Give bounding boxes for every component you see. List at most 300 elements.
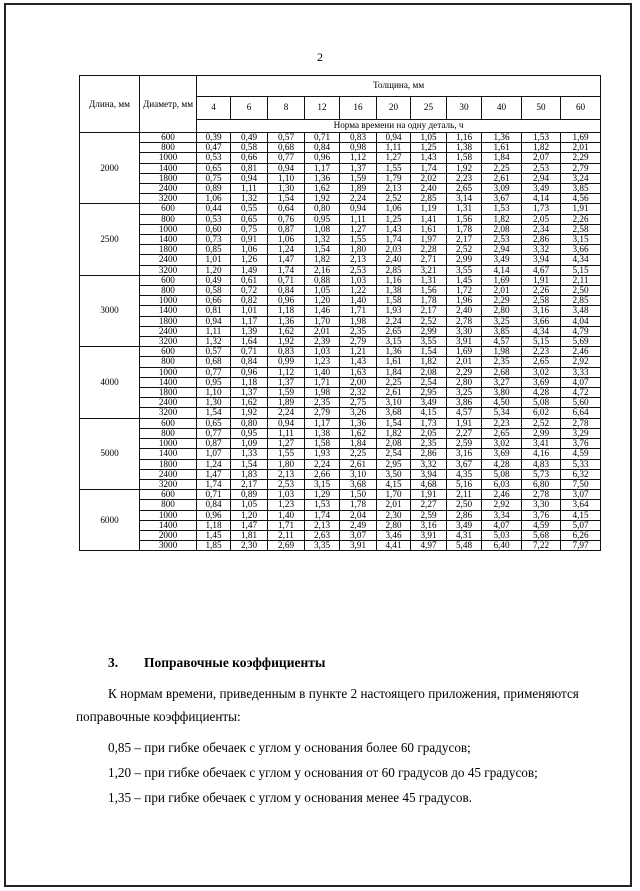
value-cell: 2,99 bbox=[447, 255, 482, 265]
value-cell: 0,77 bbox=[268, 153, 305, 163]
value-cell: 2,35 bbox=[482, 357, 522, 367]
diameter-cell: 600 bbox=[140, 490, 197, 500]
value-cell: 2,23 bbox=[522, 347, 561, 357]
value-cell: 0,65 bbox=[197, 163, 231, 173]
value-cell: 0,77 bbox=[197, 367, 231, 377]
value-cell: 0,39 bbox=[197, 133, 231, 143]
table-row bbox=[80, 306, 601, 316]
value-cell: 1,36 bbox=[268, 316, 305, 326]
value-cell: 1,74 bbox=[305, 510, 340, 520]
diameter-cell: 1800 bbox=[140, 388, 197, 398]
value-cell: 0,88 bbox=[305, 275, 340, 285]
thickness-header-cell: 60 bbox=[561, 97, 601, 120]
diameter-cell: 1400 bbox=[140, 163, 197, 173]
value-cell: 1,37 bbox=[268, 377, 305, 387]
value-cell: 2,16 bbox=[305, 265, 340, 275]
value-cell: 0,71 bbox=[197, 490, 231, 500]
value-cell: 1,32 bbox=[231, 194, 268, 204]
value-cell: 3,85 bbox=[561, 184, 601, 194]
value-cell: 1,79 bbox=[377, 173, 411, 183]
table-row bbox=[80, 153, 601, 163]
value-cell: 3,14 bbox=[447, 194, 482, 204]
table-body bbox=[80, 133, 601, 551]
diameter-cell: 2400 bbox=[140, 398, 197, 408]
value-cell: 1,38 bbox=[305, 428, 340, 438]
value-cell: 2,71 bbox=[411, 255, 447, 265]
value-cell: 2,52 bbox=[377, 194, 411, 204]
value-cell: 6,80 bbox=[522, 479, 561, 489]
thickness-header-cell: 12 bbox=[305, 97, 340, 120]
value-cell: 1,56 bbox=[411, 286, 447, 296]
value-cell: 1,82 bbox=[377, 428, 411, 438]
diameter-cell: 800 bbox=[140, 286, 197, 296]
value-cell: 2,79 bbox=[340, 337, 377, 347]
value-cell: 2,65 bbox=[447, 184, 482, 194]
value-cell: 5,73 bbox=[522, 469, 561, 479]
value-cell: 2,63 bbox=[305, 530, 340, 540]
value-cell: 2,79 bbox=[305, 408, 340, 418]
value-cell: 2,50 bbox=[447, 500, 482, 510]
value-cell: 2,85 bbox=[411, 194, 447, 204]
value-cell: 1,08 bbox=[305, 224, 340, 234]
value-cell: 5,15 bbox=[522, 337, 561, 347]
value-cell: 6,02 bbox=[522, 408, 561, 418]
value-cell: 1,31 bbox=[411, 275, 447, 285]
value-cell: 0,83 bbox=[340, 133, 377, 143]
value-cell: 1,73 bbox=[411, 418, 447, 428]
value-cell: 2,95 bbox=[377, 459, 411, 469]
value-cell: 1,05 bbox=[231, 500, 268, 510]
value-cell: 4,14 bbox=[482, 265, 522, 275]
value-cell: 2,35 bbox=[340, 326, 377, 336]
value-cell: 0,80 bbox=[305, 204, 340, 214]
table-row bbox=[80, 459, 601, 469]
table-row bbox=[80, 194, 601, 204]
value-cell: 4,83 bbox=[522, 459, 561, 469]
intro-paragraph-line2: поправочные коэффициенты: bbox=[76, 709, 241, 724]
value-cell: 0,96 bbox=[268, 296, 305, 306]
value-cell: 1,55 bbox=[377, 163, 411, 173]
diameter-cell: 1400 bbox=[140, 306, 197, 316]
value-cell: 2,17 bbox=[231, 479, 268, 489]
value-cell: 1,74 bbox=[377, 235, 411, 245]
value-cell: 1,82 bbox=[482, 214, 522, 224]
diameter-cell: 1400 bbox=[140, 520, 197, 530]
value-cell: 1,49 bbox=[231, 265, 268, 275]
value-cell: 1,03 bbox=[268, 490, 305, 500]
value-cell: 3,07 bbox=[561, 490, 601, 500]
coefficient-item: 1,35 – при гибке обечаек с углом у основания менее 45 градусов. bbox=[108, 790, 472, 805]
value-cell: 3,09 bbox=[482, 184, 522, 194]
diameter-cell: 1800 bbox=[140, 245, 197, 255]
value-cell: 0,84 bbox=[305, 143, 340, 153]
value-cell: 1,16 bbox=[377, 275, 411, 285]
value-cell: 2,54 bbox=[411, 377, 447, 387]
value-cell: 1,54 bbox=[377, 418, 411, 428]
value-cell: 3,76 bbox=[522, 510, 561, 520]
value-cell: 0,53 bbox=[197, 153, 231, 163]
value-cell: 1,53 bbox=[522, 133, 561, 143]
value-cell: 1,47 bbox=[268, 255, 305, 265]
value-cell: 0,71 bbox=[268, 275, 305, 285]
value-cell: 1,47 bbox=[231, 520, 268, 530]
value-cell: 1,82 bbox=[305, 255, 340, 265]
time-norms-table bbox=[79, 75, 601, 551]
thickness-header-cell: 6 bbox=[231, 97, 268, 120]
table-row bbox=[80, 286, 601, 296]
value-cell: 3,49 bbox=[482, 255, 522, 265]
value-cell: 1,12 bbox=[340, 153, 377, 163]
value-cell: 1,96 bbox=[447, 296, 482, 306]
header-thickness: Толщина, мм bbox=[197, 76, 601, 97]
value-cell: 2,40 bbox=[377, 255, 411, 265]
value-cell: 1,29 bbox=[305, 490, 340, 500]
value-cell: 2,05 bbox=[522, 214, 561, 224]
value-cell: 2,80 bbox=[377, 520, 411, 530]
table-row bbox=[80, 173, 601, 183]
value-cell: 5,03 bbox=[482, 530, 522, 540]
value-cell: 1,74 bbox=[268, 265, 305, 275]
value-cell: 1,85 bbox=[197, 541, 231, 551]
value-cell: 0,57 bbox=[268, 133, 305, 143]
value-cell: 0,96 bbox=[305, 153, 340, 163]
value-cell: 3,50 bbox=[377, 469, 411, 479]
value-cell: 2,94 bbox=[522, 173, 561, 183]
value-cell: 5,16 bbox=[447, 479, 482, 489]
value-cell: 2,29 bbox=[561, 153, 601, 163]
value-cell: 1,92 bbox=[231, 408, 268, 418]
value-cell: 2,27 bbox=[447, 428, 482, 438]
value-cell: 3,94 bbox=[522, 255, 561, 265]
value-cell: 2,99 bbox=[522, 428, 561, 438]
value-cell: 1,56 bbox=[447, 214, 482, 224]
diameter-cell: 600 bbox=[140, 275, 197, 285]
value-cell: 2,85 bbox=[561, 296, 601, 306]
value-cell: 2,13 bbox=[377, 184, 411, 194]
value-cell: 1,32 bbox=[197, 337, 231, 347]
value-cell: 1,97 bbox=[411, 235, 447, 245]
value-cell: 4,56 bbox=[561, 194, 601, 204]
table-row bbox=[80, 428, 601, 438]
value-cell: 2,86 bbox=[447, 510, 482, 520]
value-cell: 4,34 bbox=[522, 326, 561, 336]
length-cell: 3000 bbox=[80, 275, 140, 346]
diameter-cell: 2400 bbox=[140, 326, 197, 336]
value-cell: 2,53 bbox=[340, 265, 377, 275]
value-cell: 0,91 bbox=[231, 235, 268, 245]
value-cell: 1,32 bbox=[305, 235, 340, 245]
value-cell: 1,06 bbox=[231, 245, 268, 255]
length-cell: 2500 bbox=[80, 204, 140, 275]
value-cell: 0,73 bbox=[197, 235, 231, 245]
diameter-cell: 1800 bbox=[140, 316, 197, 326]
value-cell: 1,17 bbox=[305, 418, 340, 428]
value-cell: 1,61 bbox=[411, 224, 447, 234]
value-cell: 2,05 bbox=[411, 428, 447, 438]
value-cell: 2,59 bbox=[411, 510, 447, 520]
value-cell: 2,26 bbox=[561, 214, 601, 224]
value-cell: 1,33 bbox=[231, 449, 268, 459]
table-row bbox=[80, 469, 601, 479]
value-cell: 4,04 bbox=[561, 316, 601, 326]
value-cell: 2,01 bbox=[447, 357, 482, 367]
value-cell: 1,89 bbox=[268, 398, 305, 408]
value-cell: 1,26 bbox=[231, 255, 268, 265]
value-cell: 1,84 bbox=[377, 367, 411, 377]
table-row bbox=[80, 245, 601, 255]
value-cell: 2,65 bbox=[522, 357, 561, 367]
value-cell: 2,52 bbox=[411, 316, 447, 326]
value-cell: 0,77 bbox=[197, 428, 231, 438]
diameter-cell: 1400 bbox=[140, 235, 197, 245]
value-cell: 0,72 bbox=[231, 286, 268, 296]
value-cell: 2,54 bbox=[377, 449, 411, 459]
value-cell: 2,46 bbox=[482, 490, 522, 500]
diameter-cell: 3200 bbox=[140, 408, 197, 418]
value-cell: 2,23 bbox=[482, 418, 522, 428]
value-cell: 4,59 bbox=[561, 449, 601, 459]
value-cell: 0,49 bbox=[231, 133, 268, 143]
value-cell: 1,54 bbox=[411, 347, 447, 357]
value-cell: 1,91 bbox=[561, 204, 601, 214]
diameter-cell: 1800 bbox=[140, 459, 197, 469]
value-cell: 2,86 bbox=[522, 235, 561, 245]
value-cell: 3,15 bbox=[561, 235, 601, 245]
value-cell: 1,98 bbox=[482, 347, 522, 357]
value-cell: 3,07 bbox=[340, 530, 377, 540]
value-cell: 2,03 bbox=[377, 245, 411, 255]
value-cell: 1,62 bbox=[268, 326, 305, 336]
coefficient-item: 1,20 – при гибке обечаек с углом у основания от 60 градусов до 45 градусов; bbox=[108, 765, 538, 780]
value-cell: 6,32 bbox=[561, 469, 601, 479]
value-cell: 1,01 bbox=[197, 255, 231, 265]
value-cell: 0,84 bbox=[268, 286, 305, 296]
value-cell: 3,41 bbox=[522, 439, 561, 449]
table-row bbox=[80, 367, 601, 377]
table-row bbox=[80, 224, 601, 234]
value-cell: 1,91 bbox=[411, 490, 447, 500]
thickness-header-cell: 4 bbox=[197, 97, 231, 120]
diameter-cell: 1000 bbox=[140, 153, 197, 163]
intro-paragraph-line1: К нормам времени, приведенным в пункте 2 настоящего приложения, применяются bbox=[108, 686, 579, 701]
value-cell: 3,26 bbox=[340, 408, 377, 418]
value-cell: 2,24 bbox=[268, 408, 305, 418]
value-cell: 1,37 bbox=[340, 163, 377, 173]
value-cell: 2,61 bbox=[340, 459, 377, 469]
value-cell: 0,89 bbox=[197, 184, 231, 194]
value-cell: 4,28 bbox=[482, 459, 522, 469]
diameter-cell: 1000 bbox=[140, 439, 197, 449]
value-cell: 1,92 bbox=[268, 337, 305, 347]
value-cell: 0,66 bbox=[197, 296, 231, 306]
value-cell: 1,71 bbox=[268, 520, 305, 530]
value-cell: 1,92 bbox=[305, 194, 340, 204]
value-cell: 4,72 bbox=[561, 388, 601, 398]
value-cell: 1,20 bbox=[231, 510, 268, 520]
table-row bbox=[80, 337, 601, 347]
value-cell: 0,71 bbox=[305, 133, 340, 143]
value-cell: 3,91 bbox=[340, 541, 377, 551]
value-cell: 2,27 bbox=[411, 500, 447, 510]
value-cell: 2,35 bbox=[305, 398, 340, 408]
value-cell: 1,36 bbox=[340, 418, 377, 428]
value-cell: 0,99 bbox=[268, 357, 305, 367]
value-cell: 1,27 bbox=[340, 224, 377, 234]
value-cell: 4,41 bbox=[377, 541, 411, 551]
section-title: Поправочные коэффициенты bbox=[144, 655, 326, 670]
value-cell: 0,57 bbox=[197, 347, 231, 357]
value-cell: 3,25 bbox=[482, 316, 522, 326]
value-cell: 2,78 bbox=[522, 490, 561, 500]
section-number: 3. bbox=[108, 655, 119, 670]
value-cell: 3,85 bbox=[482, 326, 522, 336]
diameter-cell: 2400 bbox=[140, 469, 197, 479]
value-cell: 3,67 bbox=[447, 459, 482, 469]
diameter-cell: 800 bbox=[140, 214, 197, 224]
value-cell: 1,38 bbox=[447, 143, 482, 153]
value-cell: 1,21 bbox=[340, 347, 377, 357]
value-cell: 4,28 bbox=[522, 388, 561, 398]
value-cell: 1,69 bbox=[482, 275, 522, 285]
value-cell: 2,75 bbox=[340, 398, 377, 408]
value-cell: 2,92 bbox=[561, 357, 601, 367]
value-cell: 1,40 bbox=[305, 367, 340, 377]
value-cell: 1,43 bbox=[340, 357, 377, 367]
diameter-cell: 1400 bbox=[140, 449, 197, 459]
value-cell: 1,50 bbox=[340, 490, 377, 500]
value-cell: 1,18 bbox=[197, 520, 231, 530]
diameter-cell: 1400 bbox=[140, 377, 197, 387]
value-cell: 1,78 bbox=[340, 500, 377, 510]
value-cell: 1,84 bbox=[340, 439, 377, 449]
table-row bbox=[80, 490, 601, 500]
table-row bbox=[80, 214, 601, 224]
value-cell: 1,54 bbox=[305, 245, 340, 255]
value-cell: 1,22 bbox=[340, 286, 377, 296]
value-cell: 1,74 bbox=[411, 163, 447, 173]
value-cell: 1,11 bbox=[197, 326, 231, 336]
value-cell: 1,54 bbox=[197, 408, 231, 418]
table-row bbox=[80, 520, 601, 530]
value-cell: 3,76 bbox=[561, 439, 601, 449]
value-cell: 1,19 bbox=[411, 204, 447, 214]
value-cell: 1,05 bbox=[305, 286, 340, 296]
value-cell: 1,62 bbox=[340, 428, 377, 438]
value-cell: 3,64 bbox=[561, 500, 601, 510]
value-cell: 1,82 bbox=[411, 357, 447, 367]
diameter-cell: 600 bbox=[140, 204, 197, 214]
value-cell: 1,78 bbox=[447, 224, 482, 234]
value-cell: 2,94 bbox=[482, 245, 522, 255]
value-cell: 1,62 bbox=[305, 184, 340, 194]
value-cell: 6,26 bbox=[561, 530, 601, 540]
value-cell: 1,10 bbox=[197, 388, 231, 398]
value-cell: 1,11 bbox=[268, 428, 305, 438]
table-row bbox=[80, 163, 601, 173]
value-cell: 1,11 bbox=[340, 214, 377, 224]
value-cell: 4,67 bbox=[522, 265, 561, 275]
value-cell: 1,06 bbox=[377, 204, 411, 214]
value-cell: 3,66 bbox=[561, 245, 601, 255]
value-cell: 2,46 bbox=[561, 347, 601, 357]
value-cell: 1,43 bbox=[377, 224, 411, 234]
value-cell: 1,20 bbox=[305, 296, 340, 306]
value-cell: 0,95 bbox=[305, 214, 340, 224]
value-cell: 2,85 bbox=[377, 265, 411, 275]
value-cell: 3,02 bbox=[482, 439, 522, 449]
value-cell: 0,85 bbox=[197, 245, 231, 255]
length-cell: 6000 bbox=[80, 490, 140, 551]
value-cell: 4,35 bbox=[447, 469, 482, 479]
value-cell: 2,24 bbox=[340, 194, 377, 204]
table-row bbox=[80, 133, 601, 143]
table-row bbox=[80, 255, 601, 265]
value-cell: 2,78 bbox=[447, 316, 482, 326]
table-row bbox=[80, 296, 601, 306]
value-cell: 1,91 bbox=[447, 418, 482, 428]
table-row bbox=[80, 347, 601, 357]
value-cell: 3,16 bbox=[522, 306, 561, 316]
value-cell: 2,61 bbox=[377, 388, 411, 398]
value-cell: 3,25 bbox=[447, 388, 482, 398]
value-cell: 1,36 bbox=[305, 173, 340, 183]
value-cell: 2,99 bbox=[411, 326, 447, 336]
value-cell: 2,53 bbox=[482, 235, 522, 245]
value-cell: 1,36 bbox=[482, 133, 522, 143]
value-cell: 0,61 bbox=[231, 275, 268, 285]
value-cell: 2,53 bbox=[268, 479, 305, 489]
diameter-cell: 2000 bbox=[140, 530, 197, 540]
value-cell: 5,69 bbox=[561, 337, 601, 347]
table-row bbox=[80, 439, 601, 449]
value-cell: 1,58 bbox=[447, 153, 482, 163]
value-cell: 5,15 bbox=[561, 265, 601, 275]
value-cell: 2,52 bbox=[447, 245, 482, 255]
value-cell: 1,71 bbox=[340, 306, 377, 316]
diameter-cell: 3200 bbox=[140, 194, 197, 204]
value-cell: 3,34 bbox=[482, 510, 522, 520]
value-cell: 4,14 bbox=[522, 194, 561, 204]
value-cell: 2,25 bbox=[340, 449, 377, 459]
diameter-cell: 2400 bbox=[140, 184, 197, 194]
value-cell: 0,49 bbox=[197, 275, 231, 285]
value-cell: 3,02 bbox=[522, 367, 561, 377]
diameter-cell: 2400 bbox=[140, 255, 197, 265]
thickness-header-cell: 20 bbox=[377, 97, 411, 120]
value-cell: 6,40 bbox=[482, 541, 522, 551]
value-cell: 2,01 bbox=[482, 286, 522, 296]
value-cell: 1,03 bbox=[305, 347, 340, 357]
value-cell: 1,31 bbox=[447, 204, 482, 214]
value-cell: 2,32 bbox=[340, 388, 377, 398]
table-row bbox=[80, 388, 601, 398]
value-cell: 3,49 bbox=[447, 520, 482, 530]
value-cell: 0,55 bbox=[231, 204, 268, 214]
value-cell: 3,69 bbox=[522, 377, 561, 387]
value-cell: 0,94 bbox=[231, 173, 268, 183]
value-cell: 0,81 bbox=[197, 306, 231, 316]
value-cell: 0,47 bbox=[197, 143, 231, 153]
value-cell: 2,52 bbox=[522, 418, 561, 428]
table-row bbox=[80, 326, 601, 336]
value-cell: 0,64 bbox=[268, 204, 305, 214]
value-cell: 4,15 bbox=[377, 479, 411, 489]
value-cell: 0,75 bbox=[231, 224, 268, 234]
value-cell: 3,80 bbox=[482, 388, 522, 398]
value-cell: 2,29 bbox=[482, 296, 522, 306]
diameter-cell: 800 bbox=[140, 357, 197, 367]
value-cell: 3,16 bbox=[411, 520, 447, 530]
